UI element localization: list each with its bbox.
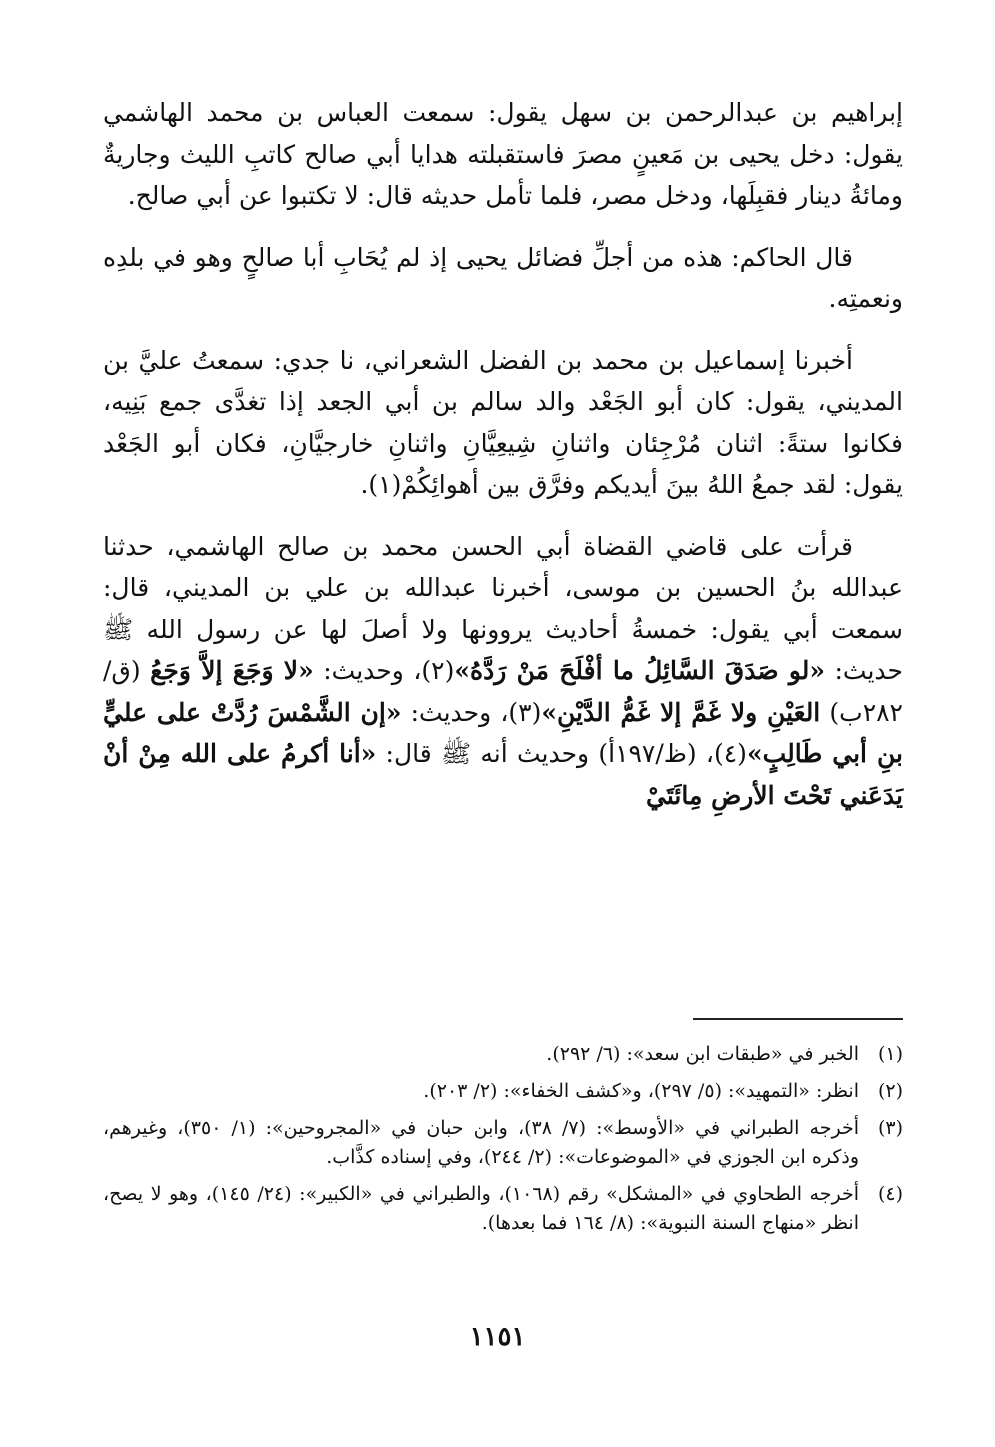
paragraph-2: قال الحاكم: هذه من أجلِّ فضائل يحيى إذ لم يُحَابِ أبا صالحٍ وهو في بلدِه ونعمتِه. — [103, 242, 903, 313]
hadith-3: «إن الشَّمْسَ رُدَّتْ على عليٍّ بنِ أبي طَالِبٍ» — [103, 697, 903, 768]
hadith-2-part-1: «لا وَجَعَ إلاَّ وَجَعُ — [150, 656, 314, 685]
hadith-1: «لو صَدَقَ السَّائِلُ ما أفْلَحَ مَنْ رَدَّهُ» — [454, 656, 825, 685]
paragraph-4-text-f: (٤)، (ظ/١٩٧أ) وحديث أنه ﷺ قال: — [376, 739, 747, 768]
footnote-4 — [103, 1180, 903, 1238]
footnote-number: (١) — [877, 1043, 903, 1065]
footnote-text: أخرجه الطبراني في «الأوسط»: (٧/ ٣٨)، وابن حبان في «المجروحين»: (١/ ٣٥٠)، وغيرهم، وذكره ابن الجوزي في «الموضوعات»: (٢/ ٢٤٤)، وفي إسناده كذَّاب. — [103, 1117, 859, 1168]
paragraph-4-text-c: (٢)، وحديث: — [313, 656, 455, 685]
paragraph-4-text-e: (٣)، وحديث: — [401, 697, 542, 727]
footnote-divider — [693, 1018, 903, 1020]
paragraph-4-text-a: قرأت على قاضي القضاة أبي الحسن محمد بن صالح الهاشمي، حدثنا عبدالله بنُ الحسين بن موسى، أخبرنا عبدالله بن علي بن المديني، قال: سمعت أبي يقول: خمسةُ أحاديث يروونها ولا أصلَ لها عن رسول الله ﷺ حديث: — [103, 531, 904, 685]
main-text — [103, 92, 903, 836]
footnote-1 — [103, 1040, 903, 1069]
footnote-2 — [103, 1077, 903, 1106]
footnote-3 — [103, 1114, 903, 1172]
footnote-text: أخرجه الطحاوي في «المشكل» رقم (١٠٦٨)، والطبراني في «الكبير»: (٢٤/ ١٤٥)، وهو لا يصح، انظر «منهاج السنة النبوية»: (٨/ ١٦٤ فما بعدها). — [103, 1183, 859, 1234]
hadith-4: «أنا أكرمُ على الله مِنْ أنْ يَدَعَني تَحْتَ الأرضِ مِائَتَيْ — [103, 739, 903, 810]
paragraph-4 — [103, 526, 903, 817]
footnote-number: (٤) — [877, 1183, 903, 1205]
footnote-number: (٢) — [877, 1080, 903, 1102]
hadith-2-part-2: العَيْنِ ولا غَمَّ إلا غَمُّ الدَّيْنِ» — [541, 697, 821, 727]
page-number: ١١٥١ — [469, 1322, 526, 1352]
manuscript-ref-1: (ق/٢٨٢ب) — [103, 656, 903, 727]
footnote-text: الخبر في «طبقات ابن سعد»: (٦/ ٢٩٢). — [546, 1043, 859, 1065]
footnotes — [103, 1040, 903, 1246]
footnote-number: (٣) — [877, 1117, 903, 1139]
footnote-text: انظر: «التمهيد»: (٥/ ٢٩٧)، و«كشف الخفاء»: (٢/ ٢٠٣). — [423, 1080, 859, 1102]
paragraph-1: إبراهيم بن عبدالرحمن بن سهل يقول: سمعت العباس بن محمد الهاشمي يقول: دخل يحيى بن مَعينٍ مصرَ فاستقبلته هدايا أبي صالح كاتبِ الليث وجاريةٌ ومائةُ دينار فقبِلَها، ودخل مصر، فلما تأمل حديثه قال: لا تكتبوا عن أبي صالح. — [103, 98, 903, 210]
paragraph-3: أخبرنا إسماعيل بن محمد بن الفضل الشعراني، نا جدي: سمعتُ عليَّ بن المديني، يقول: كان أبو الجَعْد والد سالم بن أبي الجعد إذا تغدَّى جمع بَنِيه، فكانوا ستةً: اثنان مُرْجِئان واثنانِ شِيعِيَّانِ واثنانِ خارجيَّانِ، فكان أبو الجَعْد يقول: لقد جمعُ اللهُ بينَ أيديكم وفرَّق بين أهوائِكُمْ(١). — [103, 345, 903, 499]
